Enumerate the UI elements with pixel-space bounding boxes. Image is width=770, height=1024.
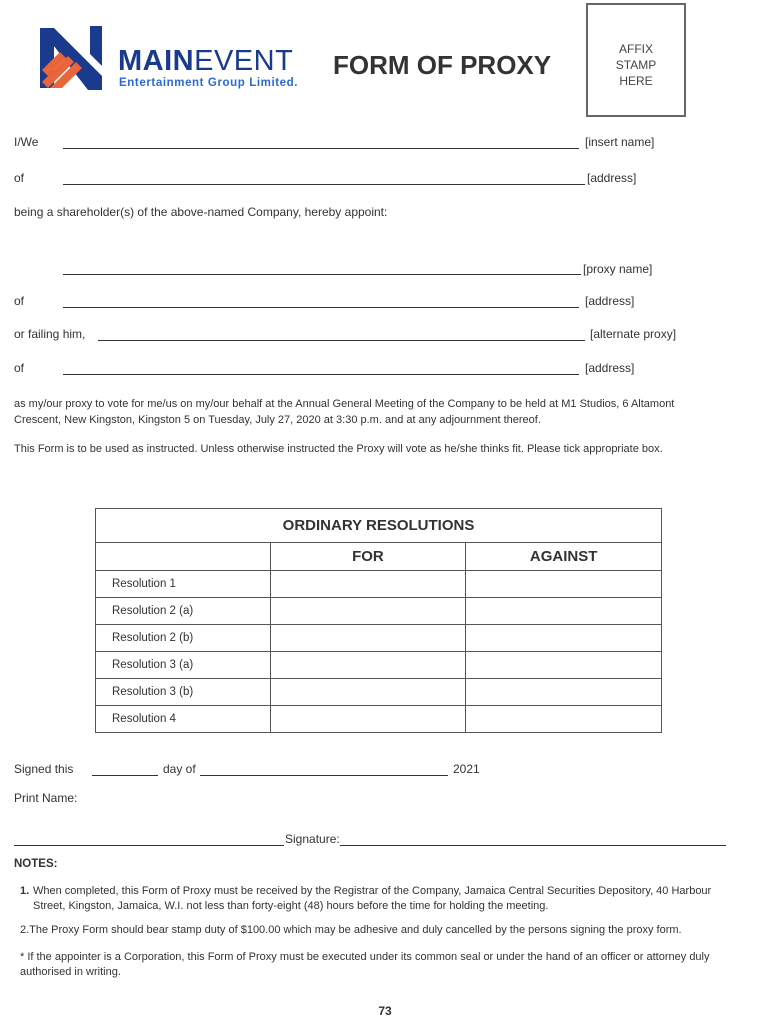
logo-mark-blue-right bbox=[90, 26, 102, 66]
year-label: 2021 bbox=[453, 762, 480, 776]
resolution-label: Resolution 4 bbox=[96, 706, 271, 733]
table-row bbox=[96, 571, 662, 598]
for-checkbox-cell[interactable] bbox=[270, 706, 466, 733]
day-input-line[interactable] bbox=[92, 775, 158, 776]
for-checkbox-cell[interactable] bbox=[270, 652, 466, 679]
table-title: ORDINARY RESOLUTIONS bbox=[96, 509, 662, 543]
print-name-label: Print Name: bbox=[14, 791, 78, 805]
resolution-label: Resolution 2 (a) bbox=[96, 598, 271, 625]
address-input-line-2[interactable] bbox=[63, 307, 579, 308]
table-title-row bbox=[96, 509, 662, 543]
brand-subtitle: Entertainment Group Limited. bbox=[119, 77, 299, 89]
stamp-line-3: HERE bbox=[619, 74, 653, 88]
alternate-proxy-input-line[interactable] bbox=[98, 340, 585, 341]
of-label-3: of bbox=[14, 361, 25, 375]
table-row bbox=[96, 598, 662, 625]
signed-this-label: Signed this bbox=[14, 762, 74, 776]
for-checkbox-cell[interactable] bbox=[270, 625, 466, 652]
form-title: FORM OF PROXY bbox=[333, 50, 552, 80]
header-for: FOR bbox=[270, 543, 466, 571]
stamp-line-1: AFFIX bbox=[618, 42, 653, 56]
note-1-number: 1. bbox=[20, 885, 30, 897]
page-number: 73 bbox=[378, 1004, 392, 1018]
table-row bbox=[96, 679, 662, 706]
address-hint-2: [address] bbox=[585, 294, 635, 308]
against-checkbox-cell[interactable] bbox=[466, 571, 662, 598]
affix-stamp-box bbox=[586, 3, 686, 117]
address-hint-3: [address] bbox=[585, 361, 635, 375]
proxy-name-hint: [proxy name] bbox=[583, 262, 653, 276]
against-checkbox-cell[interactable] bbox=[466, 652, 662, 679]
for-checkbox-cell[interactable] bbox=[270, 598, 466, 625]
stamp-line-2: STAMP bbox=[615, 58, 657, 72]
signature-input-line[interactable] bbox=[340, 845, 726, 846]
header-blank bbox=[96, 543, 271, 571]
table-row bbox=[96, 625, 662, 652]
failing-him-label: or failing him, bbox=[14, 327, 86, 341]
table-header-row bbox=[96, 543, 662, 571]
iwe-label: I/We bbox=[14, 135, 39, 149]
print-name-input-line[interactable] bbox=[14, 845, 284, 846]
address-input-line-1[interactable] bbox=[63, 184, 585, 185]
note-1: When completed, this Form of Proxy must be received by the Registrar of the Company, Jamaica Central Securities Depository, 40 Harbour Street, Kingston, Jamaica, W.I. not less than forty-eight (48) hours before the time for holding the meeting. bbox=[33, 885, 712, 912]
resolution-label: Resolution 3 (b) bbox=[96, 679, 271, 706]
note-2: 2.The Proxy Form should bear stamp duty of $100.00 which may be adhesive and duly cancelled by the persons signing the proxy form. bbox=[20, 924, 682, 936]
instruction-paragraph: This Form is to be used as instructed. Unless otherwise instructed the Proxy will vote as he/she thinks fit. Please tick appropriate box. bbox=[14, 443, 663, 455]
notes-title: NOTES: bbox=[14, 858, 58, 870]
brand-name bbox=[118, 45, 293, 78]
proxy-name-input-line[interactable] bbox=[63, 274, 581, 275]
for-checkbox-cell[interactable] bbox=[270, 571, 466, 598]
resolution-label: Resolution 3 (a) bbox=[96, 652, 271, 679]
against-checkbox-cell[interactable] bbox=[466, 625, 662, 652]
address-input-line-3[interactable] bbox=[63, 374, 579, 375]
brand-main-text: MAIN bbox=[118, 45, 195, 77]
signature-label: Signature: bbox=[285, 832, 340, 846]
table-row bbox=[96, 652, 662, 679]
day-of-label: day of bbox=[163, 762, 196, 776]
of-label-1: of bbox=[14, 171, 25, 185]
resolution-label: Resolution 2 (b) bbox=[96, 625, 271, 652]
vote-paragraph: as my/our proxy to vote for me/us on my/our behalf at the Annual General Meeting of the Company to be held at M1 Studios, 6 Altamont Crescent, New Kingston, Kingston 5 on Tuesday, July 27, 2020 at 3:30 p.m. and at any adjournment thereof. bbox=[14, 398, 675, 426]
resolution-label: Resolution 1 bbox=[96, 571, 271, 598]
against-checkbox-cell[interactable] bbox=[466, 679, 662, 706]
alternate-proxy-hint: [alternate proxy] bbox=[590, 327, 677, 341]
brand-event-text: EVENT bbox=[194, 45, 294, 77]
header-against: AGAINST bbox=[466, 543, 662, 571]
month-input-line[interactable] bbox=[200, 775, 448, 776]
address-hint-1: [address] bbox=[587, 171, 637, 185]
table-row bbox=[96, 706, 662, 733]
against-checkbox-cell[interactable] bbox=[466, 598, 662, 625]
insert-name-hint: [insert name] bbox=[585, 135, 655, 149]
note-3: * If the appointer is a Corporation, this Form of Proxy must be executed under its common seal or under the hand of an officer or attorney duly authorised in writing. bbox=[20, 951, 710, 978]
name-input-line[interactable] bbox=[63, 148, 579, 149]
resolutions-table bbox=[95, 508, 662, 733]
for-checkbox-cell[interactable] bbox=[270, 679, 466, 706]
appoint-text: being a shareholder(s) of the above-named Company, hereby appoint: bbox=[14, 205, 388, 219]
against-checkbox-cell[interactable] bbox=[466, 706, 662, 733]
of-label-2: of bbox=[14, 294, 25, 308]
